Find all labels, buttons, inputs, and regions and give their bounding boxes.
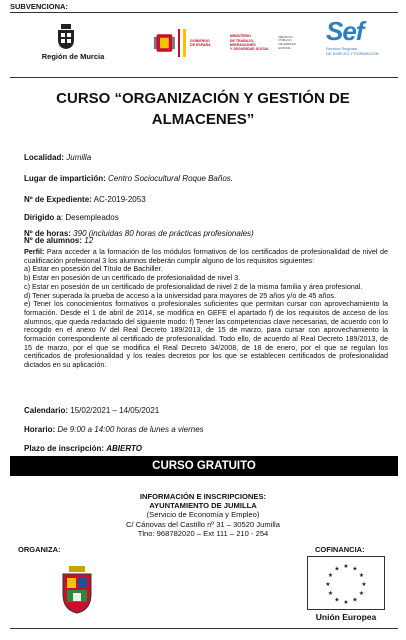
info-title: INFORMACIÓN E INSCRIPCIONES: [139,492,267,501]
svg-text:★: ★ [358,572,365,579]
gobierno-espana-logo [153,28,303,58]
field-dirigido: Dirigido a: Desempleados [24,213,119,222]
sef-logo [324,16,386,64]
svg-text:★: ★ [343,599,349,606]
eu-flag [307,556,385,610]
field-horas: Nº de horas: 390 (incluidas 80 horas de prácticas profesionales) [24,229,254,238]
field-expediente: Nº de Expediente: AC-2019-2053 [24,195,146,204]
curso-gratuito-banner: CURSO GRATUITO [10,456,398,476]
svg-text:★: ★ [358,590,365,597]
field-lugar: Lugar de impartición: Centro Sociocultural Roque Baños. [24,174,233,183]
info-servicio: (Servicio de Economía y Empleo) [146,510,260,520]
info-address: C/ Cánovas del Castillo nº 31 – 30520 Jumilla [126,519,280,529]
eu-label: Unión Europea [315,612,377,622]
svg-text:★: ★ [325,581,331,588]
gov-text-ministerio: MINISTERIO DE TRABAJO, MIGRACIONES Y SEGURIDAD SOCIAL [229,34,270,52]
sef-wordmark: Sef [326,16,364,46]
cofinancia-label: COFINANCIA: [315,545,365,554]
field-plazo: Plazo de inscripción: ABIERTO [24,444,142,453]
gov-yellow-bar [183,29,186,57]
murcia-crest-icon [56,24,76,50]
gov-text-sepe: SERVICIO PÚBLICO DE EMPLEO ESTATAL [278,34,296,50]
svg-text:★: ★ [352,565,358,573]
sef-subtitle: Servicio Regional DE EMPLEO Y FORMACIÓN [326,46,379,56]
region-name: Región de Murcia [41,52,105,61]
organiza-label: ORGANIZA: [18,545,61,554]
field-alumnos-visible: Nº de alumnos: 12 [24,236,94,245]
spain-crest-icon [153,30,176,56]
perfil-item: c) Estar en posesión de un certificado de profesionalidad de nivel 2 de la misma familia y área profesional. [24,281,363,291]
bottom-rule [10,628,398,629]
svg-text:★: ★ [327,590,334,597]
svg-text:★: ★ [334,565,340,573]
perfil-intro: Para acceder a la formación de los módulos formativos de los certificados de profesionalidad de nivel de cualificación profesional 3 los alumnos deberán cumplir alguno de los requisitos siguientes: [24,247,389,265]
perfil-item: b) Estar en posesión de un certificado de profesionalidad de nivel 3. [24,273,241,283]
info-phone: Tlno: 968782020 – Ext 111 – 210 - 254 [137,528,269,538]
info-block [60,492,346,538]
gov-red-bar [178,29,181,57]
course-title: CURSO “ORGANIZACIÓN Y GESTIÓN DE ALMACENES” [56,90,350,128]
perfil-section [24,248,388,370]
perfil-item: a) Estar en posesión del Título de Bachiller. [24,264,163,274]
field-horario: Horario: De 9:00 a 14:00 horas de lunes a viernes [24,425,204,434]
region-murcia-logo [28,24,118,64]
svg-text:★: ★ [327,572,334,579]
subvenciona-label: SUBVENCIONA: [10,2,68,11]
perfil-item: d) Tener superada la prueba de acceso a la universidad para mayores de 25 años y/o de 45 años. [24,290,336,300]
svg-text:★: ★ [343,563,349,570]
jumilla-crest-icon [60,566,94,614]
eu-stars-icon [308,557,384,609]
svg-text:★: ★ [352,596,358,604]
gov-text-gobierno: GOBIERNO DE ESPAÑA [190,38,211,47]
perfil-label: Perfil: [24,247,45,256]
field-calendario: Calendario: 15/02/2021 – 14/05/2021 [24,406,160,415]
info-ayuntamiento: AYUNTAMIENTO DE JUMILLA [149,501,257,511]
perfil-item: e) Tener los conocimientos formativos o profesionales suficientes que permitan cursar con aprovechamiento la formación. Desde el 1 de abril de 2014, se modifica en GEFE el apartado f) de los requisitos de acceso de los alumnos, que queda redactado del siguiente modo: f) Tener las competencias clave necesarias, de acuerdo con lo recogido en el anexo IV del Real Decreto 189/2013, de 15 de marzo, para cursar con aprovechamiento la formación correspondiente al certificado de profesionalidad. Todo ello, de acuerdo al Real Decreto 189/2013, de 15 de marzo, por el que se modifica el Real Decreto 34/2008, de 18 de enero, por el que se regulan los certificados de profesionalidad y los reales decretos por los que se establecen certificados de profesionalidad dictados en su aplicación. [24,299,388,370]
svg-text:★: ★ [361,581,367,588]
field-localidad: Localidad: Jumilla [24,153,92,162]
svg-text:★: ★ [334,596,340,604]
